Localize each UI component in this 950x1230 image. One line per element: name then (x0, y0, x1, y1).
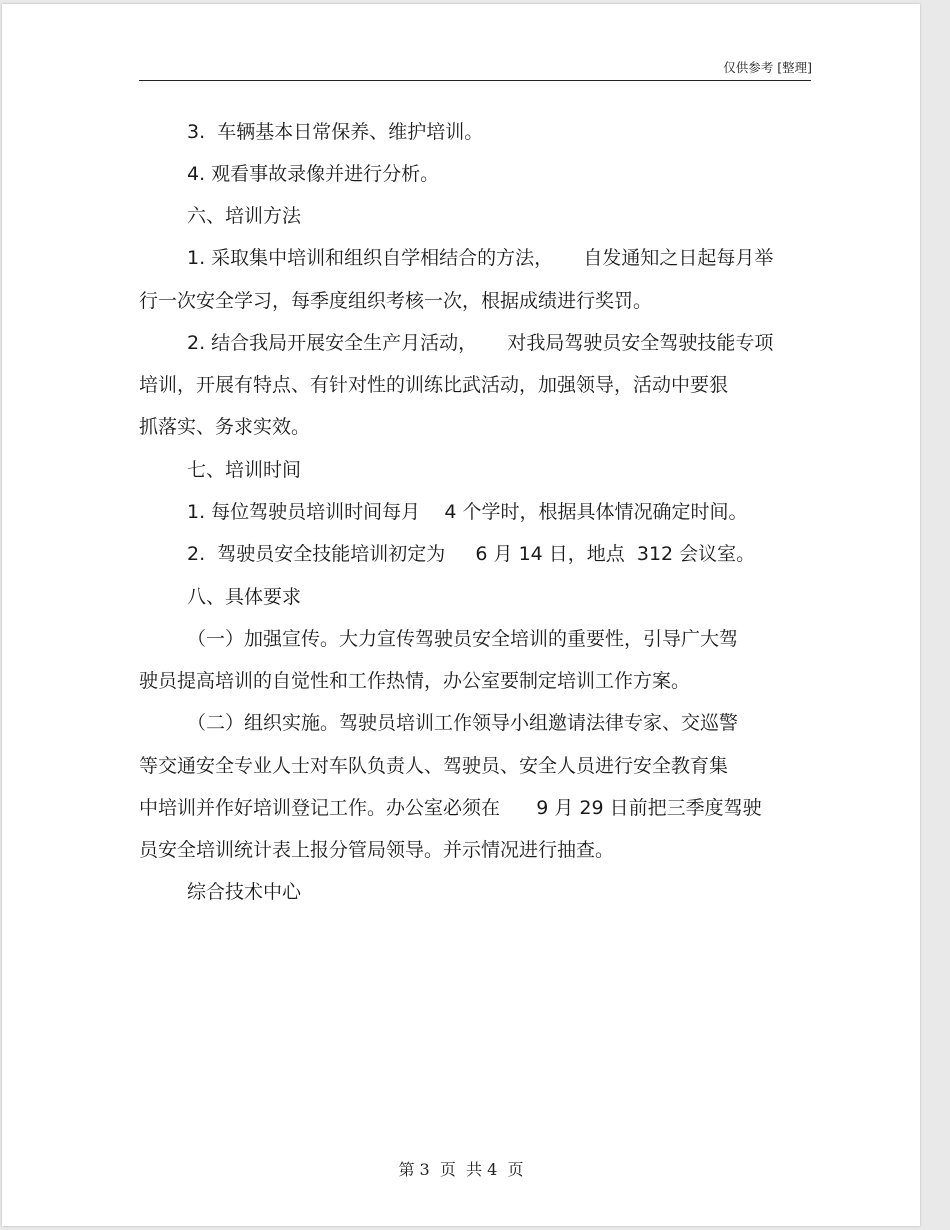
header-rule (139, 80, 811, 81)
body-line: （一）加强宣传。大力宣传驾驶员安全培训的重要性，引导广大驾 (187, 628, 739, 650)
body-line: （二）组织实施。驾驶员培训工作领导小组邀请法律专家、交巡警 (187, 712, 739, 734)
section-heading: 八、具体要求 (187, 586, 302, 608)
body-line: 中培训并作好培训登记工作。办公室必须在 9 月 29 日前把三季度驾驶 (139, 797, 762, 819)
body-line: 行一次安全学习，每季度组织考核一次，根据成绩进行奖罚。 (139, 290, 653, 312)
section-heading: 七、培训时间 (187, 459, 302, 481)
body-line: 培训，开展有特点、有针对性的训练比武活动，加强领导，活动中要狠 (139, 374, 729, 396)
body-line: 抓落实、务求实效。 (139, 416, 311, 438)
page-header: 仅供参考 [整理] (723, 60, 812, 75)
body-line: 2. 结合我局开展安全生产月活动， 对我局驾驶员安全驾驶技能专项 (187, 332, 774, 354)
body-line: 等交通安全专业人士对车队负责人、驾驶员、安全人员进行安全教育集 (139, 755, 729, 777)
body-line: 驶员提高培训的自觉性和工作热情，办公室要制定培训工作方案。 (139, 670, 691, 692)
document-page (2, 4, 920, 1226)
body-line: 1. 每位驾驶员培训时间每月 4 个学时，根据具体情况确定时间。 (187, 501, 748, 523)
body-line: 3. 车辆基本日常保养、维护培训。 (187, 121, 484, 143)
body-line: 4. 观看事故录像并进行分析。 (187, 163, 440, 185)
signature-line: 综合技术中心 (187, 881, 302, 903)
body-line: 1. 采取集中培训和组织自学相结合的方法， 自发通知之日起每月举 (187, 247, 774, 269)
page-footer: 第 3 页 共 4 页 (398, 1160, 524, 1179)
body-line: 2. 驾驶员安全技能培训初定为 6 月 14 日，地点 312 会议室。 (187, 543, 756, 565)
body-line: 员安全培训统计表上报分管局领导。并示情况进行抽查。 (139, 839, 615, 861)
section-heading: 六、培训方法 (187, 205, 302, 227)
